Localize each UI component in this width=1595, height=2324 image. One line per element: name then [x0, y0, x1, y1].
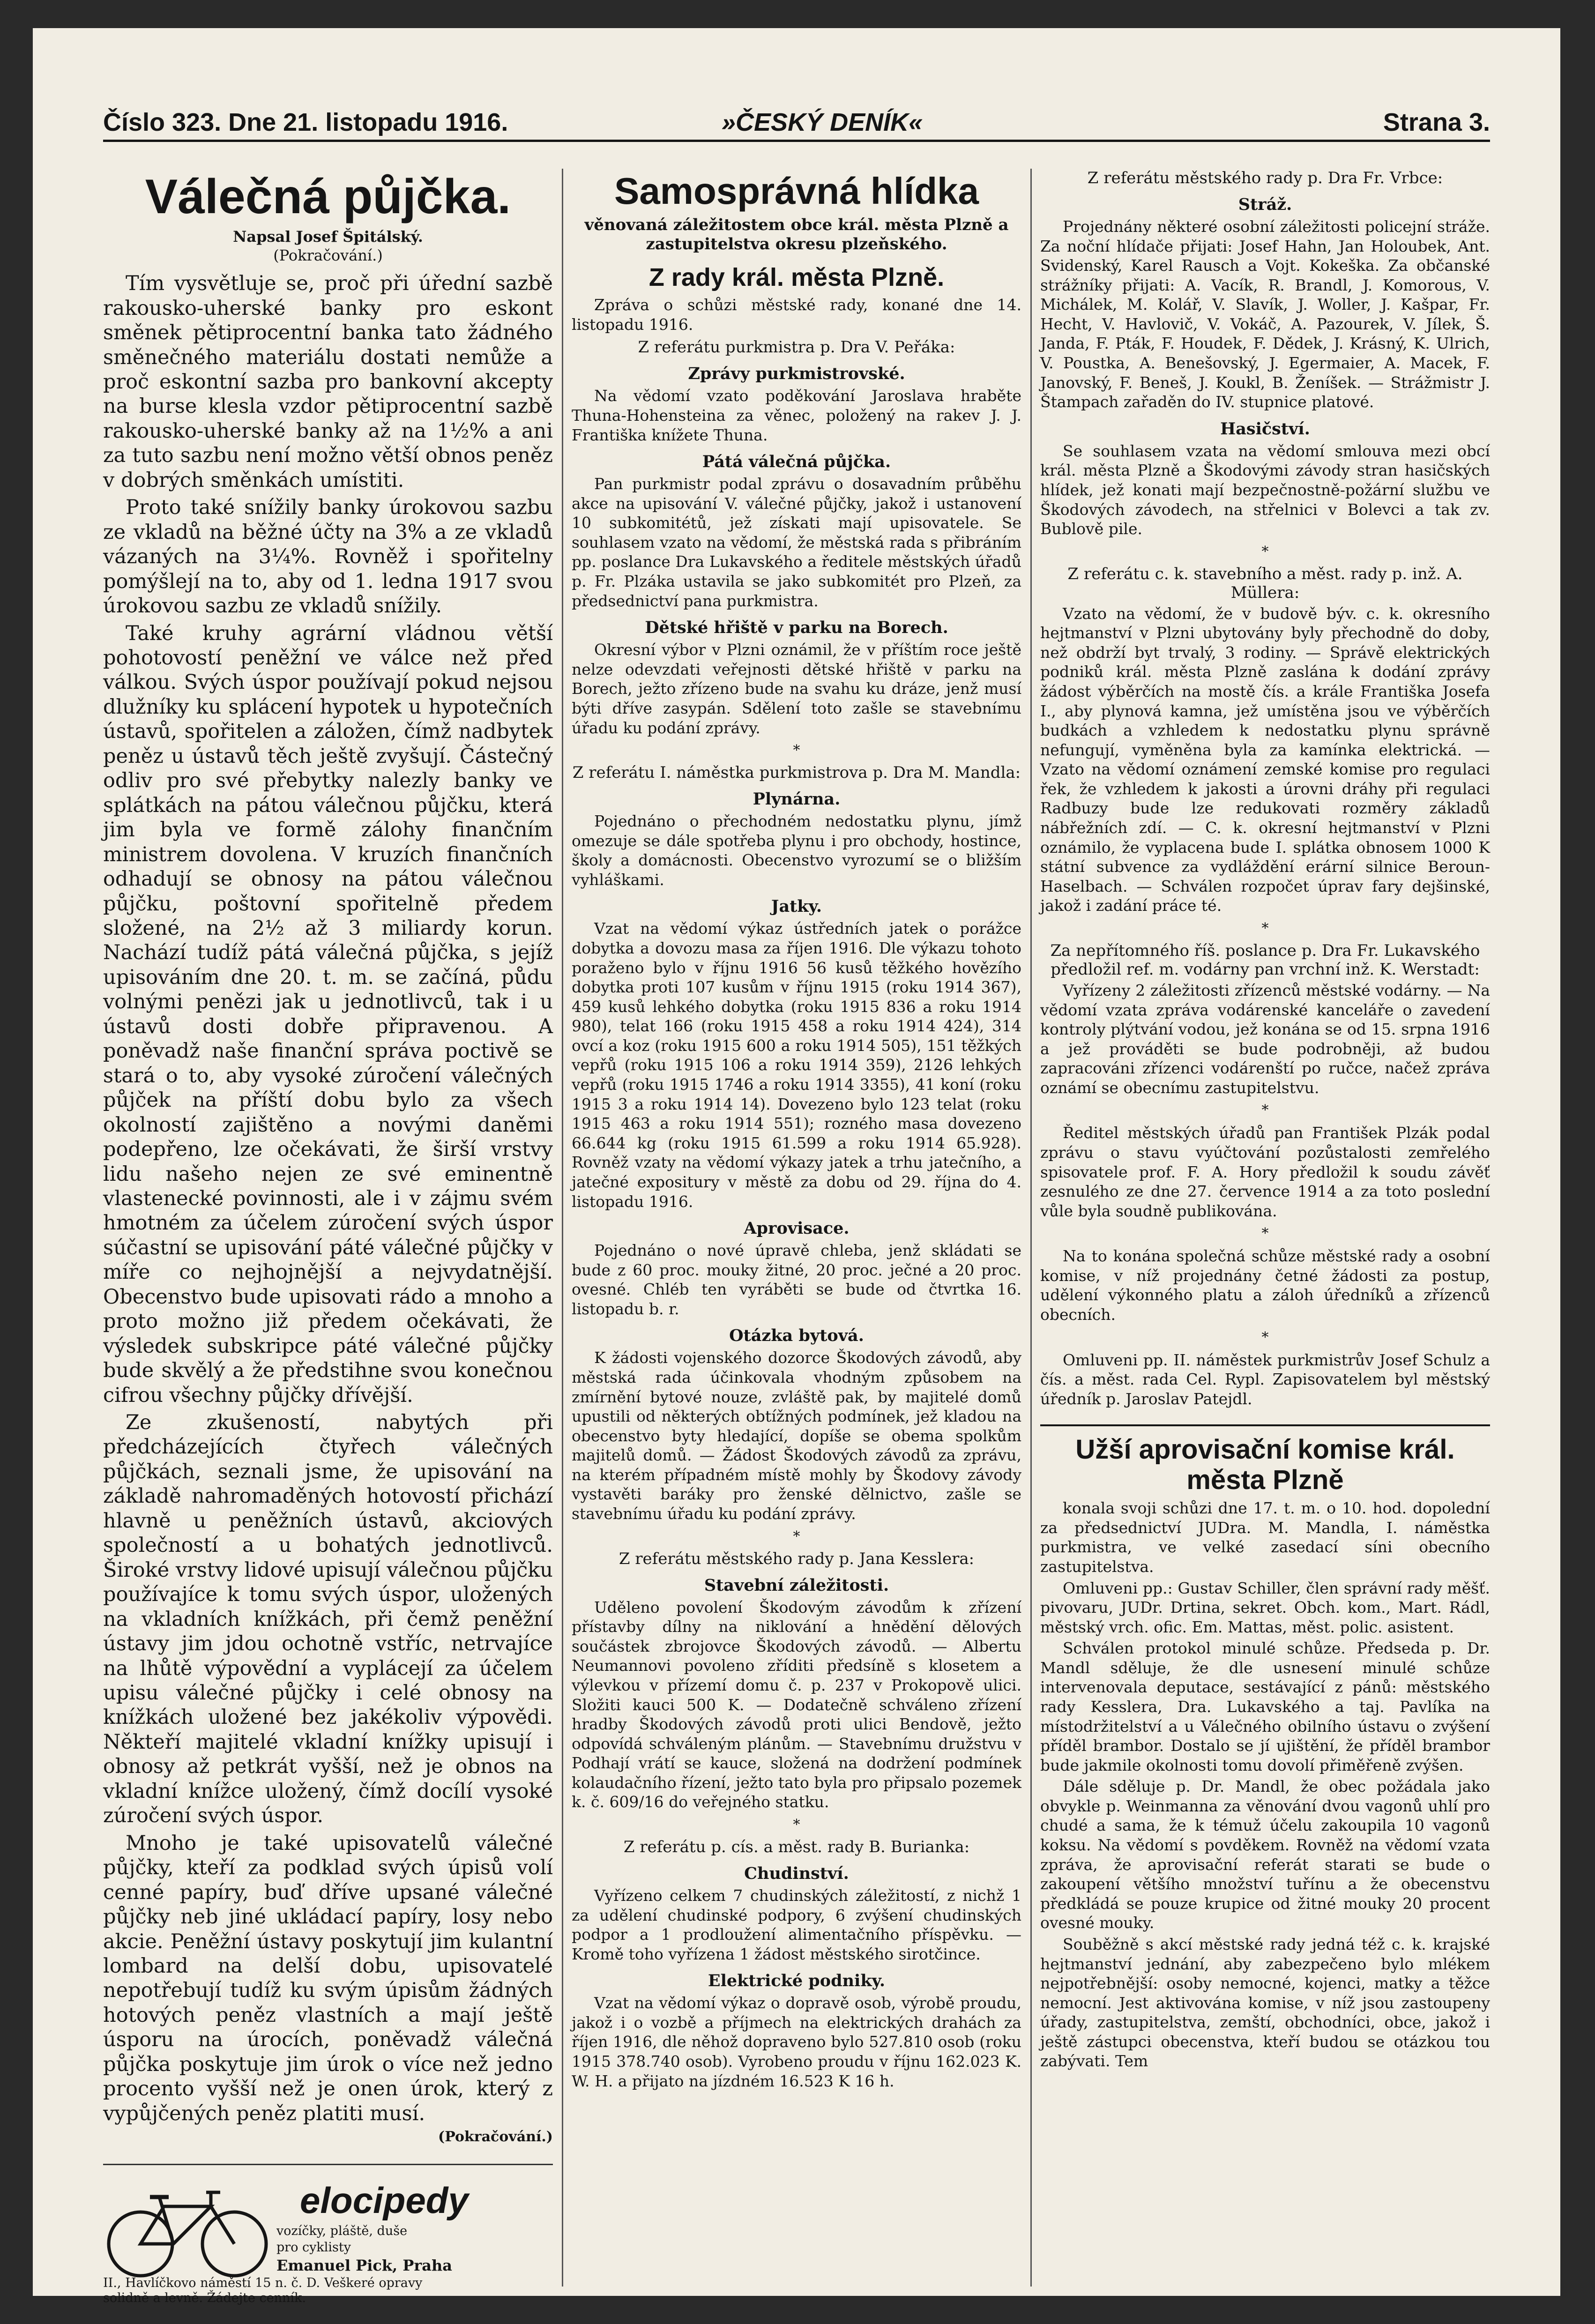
paragraph: Schválen protokol minulé schůze. Předseda p. Dr. Mandl sděluje, že dle usnesení minulé schůze intervenovala deputace, sestávající z pánů: městského rady Kesslera, Dra. Lukavského a taj. Pavlíka na místodržitelství a u Válečného obilního ústavu o zvýšení příděl brambor. Dostalo se jí ujištění, že příděl brambor bude jakmile okolnosti tomu dovolí přiměřeně zvýšen.	[1040, 1639, 1490, 1774]
paragraph: Omluveni pp. II. náměstek purkmistrův Josef Schulz a čís. a měst. rada Cel. Rypl. Zapisovatelem byl městský úředník p. Jaroslav Patejdl.	[1040, 1350, 1490, 1408]
referent-heading: Z referátu c. k. stavebního a měst. rady p. inž. A. Müllera:	[1067, 564, 1463, 602]
referent-heading: Z referátu městského rady p. Jana Kesslera:	[619, 1549, 975, 1568]
referent-heading: Z referátu p. cís. a měst. rady B. Burianka:	[623, 1837, 970, 1856]
byline: Napsal Josef Špitálský.	[233, 228, 423, 246]
bicycle-advertisement	[103, 2164, 553, 2306]
section-subtitle: Z rady král. města Plzně.	[648, 263, 945, 291]
article-paragraph: Tím vysvětluje se, proč při úřední sazbě rakousko-uherské banky pro eskont směnek pětiprocentní banka tato žádného směnečného materiálu dostati nemůže a proč eskontní sazba pro bankovní akcepty na burse klesla vzdor pětiprocentní sazbě rakousko-uherské banky až na 1½% a ani za tuto sazbu není možno větší obnos peněz v dobrých směnkách umístiti.	[103, 272, 553, 492]
paragraph: Na to konána společná schůze městské rady a osobní komise, v níž projednány četné žádosti za postup, udělení výkonného platu a záloh úředníků a zřízenců obecních.	[1040, 1247, 1490, 1324]
ad-line: solidně a levně. Žádejte cenník.	[103, 2291, 306, 2306]
continued-note: (Pokračování.)	[273, 246, 383, 265]
subheading: Pátá válečná půjčka.	[702, 452, 891, 472]
ad-address: II., Havlíčkovo náměstí 15 n. č. D. Veškeré opravy	[103, 2276, 423, 2291]
column-2: Samosprávná hlídka věnovaná záležitostem obce král. města Plzně a zastupitelstva okresu plzeňského. Z rady král. města Plzně. Zpráva o schůzi městské rady, konané dne 14. listopadu 1916. Z referátu purkmistra p. Dra V. Peřáka: Zprávy purkmistrovské. Na vědomí vzato poděkování Jaroslava hraběte Thuna-Hohensteina za věnec, položený na rakev J. J. Františka knížete Thuna. Pátá válečná půjčka. Pan purkmistr podal zprávu o dosavadním průběhu akce na upisování V. válečné půjčky, jakož i ustanovení 10 subkomitétů, jež získati mají upisovatele. Se souhlasem vzato na vědomí, že městská rada s přibráním pp. poslance Dra Lukavského a ředitele městských úřadů p. Fr. Plzáka ustavila se jako subkomitét pro Plzeň, za předsednictví pana purkmistra. Dětské hřiště v parku na Borech. Okresní výbor v Plzni oznámil, že v příštím roce ještě nelze odevzdati veřejnosti dětské hřiště v parku na Borech, ježto zřízeno bude na svahu ku dráze, jenž musí býti dříve zasypán. Sdělení toto zašle se stavebnímu úřadu ku podání zprávy. * Z referátu I. náměstka purkmistrova p. Dra M. Mandla: Plynárna. Pojednáno o přechodném nedostatku plynu, jímž omezuje se dále spotřeba plynu i pro obchody, hostince, školy a domácnosti. Obecenstvo vyrozumí se o bližším vyhláškami. Jatky. Vzat na vědomí výkaz ústředních jatek o porážce dobytka a dovozu masa za říjen 1916. Dle výkazu tohoto poraženo bylo v říjnu 1916 56 kusů těžkého hovězího dobytka proti 107 kusům v říjnu 1915 (roku 1914 367), 459 kusů lehkého dobytka (roku 1915 836 a roku 1914 980), telat 166 (roku 1915 458 a roku 1914 424), 314 ovcí a koz (roku 1915 600 a roku 1914 505), 151 těžkých vepřů (roku 1915 106 a roku 1914 359), 2126 lehkých vepřů (roku 1915 1746 a roku 1914 3355), 41 koní (roku 1915 3 a roku 1914 14). Dovezeno bylo 123 telat (roku 1915 463 a roku 1914 551); rozného masa dovezeno 66.644 kg (roku 1915 61.599 a roku 1914 65.928). Rovněž vzaty na vědomí výkazy jatek a trhu jatečního, a jatečné expositury v městě za dobu od 29. října do 4. listopadu 1916. Aprovisace. Pojednáno o nové úpravě chleba, jenž skládati se bude z 60 proc. mouky žitné, 20 proc. ječné a 20 proc. ovesné. Chléb ten vyráběti se bude od čtvrtka 16. listopadu b. r. Otázka bytová. K žádosti vojenského dozorce Škodových závodů, aby městská rada účinkovala vhodným způsobem na zmírnění bytové nouze, zvláště pak, by majitelé domů upustili od některých obtížných podmínek, jež kladou na obecenstvo byty hledající, dopíše se obema spolkům majitelů domů. — Žádost Škodových závodů za zprávu, na kterém případném místě mohly by Škodovy závody vystavěti baráky pro ženské dělnictvo, zašle se stavebnímu úřadu ku podání zprávy. * Z referátu městského rady p. Jana Kesslera: Stavební záležitosti. Uděleno povolení Škodovým závodům k zřízení přístavby dílny na niklování a hnědění dělových součástek zbrojovce Škodových závodů. — Albertu Neumannovi povoleno zříditi předsíně s klosetem a výlevkou v přízemí domu č. p. 237 v Prokopově ulici. Složiti kauci 500 K. — Dodatečně schváleno zřízení hradby Škodových závodů proti ulici Bendově, ježto odpovídá schváleným plánům. — Stavebnímu družstvu v Podhají vrátí se kauce, složená na dodržení podmínek kolaudačního řízení, ježto tato byla pro připsalo pozemek k. č. 609/16 do veřejného statku. * Z referátu p. cís. a měst. rady B. Burianka: Chudinství. Vyřízeno celkem 7 chudinských záležitostí, z nichž 1 za udělení chudinské podpory, 6 zvýšení chudinských podpor a 1 prodloužení alimentačního příspěvku. — Kromě toho vyřízena 1 žádost městského sirotčince. Elektrické podniky. Vzat na vědomí výkaz o dopravě osob, výrobě proudu, jakož i o vozbě a příjmech na elektrických drahách za říjen 1916, dle něhož dopraveno bylo 527.810 osob (roku 1915 378.740 osob). Vyrobeno proudu v říjnu 162.023 K. W. H. a přijato na jízdném 16.523 K 16 h.	[572, 170, 1021, 2090]
referent-heading: Z referátu městského rady p. Dra Fr. Vrbce:	[1087, 169, 1443, 187]
paragraph: Pan purkmistr podal zprávu o dosavadním průběhu akce na upisování V. válečné půjčky, jakož i ustanovení 10 subkomitétů, jež získati mají upisovatele. Se souhlasem vzato na vědomí, že městská rada s přibráním pp. poslance Dra Lukavského a ředitele městských úřadů p. Fr. Plzáka ustavila se jako subkomitét pro Plzeň, za předsednictví pana purkmistra.	[572, 475, 1021, 610]
paper-name: »ČESKÝ DENÍK«	[722, 108, 923, 136]
paragraph: konala svoji schůzi dne 17. t. m. o 10. hod. dopolední za předsednictví JUDra. M. Mandla, I. náměstka purkmistra, ve velké zasedací síni obecního zastupitelstva.	[1040, 1499, 1490, 1576]
newspaper-page	[33, 28, 1560, 2306]
subheading: Aprovisace.	[744, 1219, 850, 1238]
article-paragraph: Proto také snížily banky úrokovou sazbu ze vkladů na běžné účty na 3% a ze vkladů vázaných na 3¼%. Rovněž i spořitelny pomýšlejí na to, aby od 1. ledna 1917 svou úrokovou sazbu ze vkladů snížily.	[103, 496, 553, 618]
column-1	[103, 169, 553, 2306]
subheading: Zprávy purkmistrovské.	[688, 364, 905, 384]
paragraph: Dále sděluje p. Dr. Mandl, že obec požádala jako obvykle p. Weinmanna za věnování dvou vagonů uhlí pro chudé a sama, že k témuž účelu zakoupila 10 vagonů koksu. Na vědomí s povděkem. Rovněž na vědomí vzata zpráva, že aprovisační referát starati se bude o zakoupení většího množství tuřínu a že obecenstvu předkládá se pouze krupice od žitné mouky 20 procent ovesné mouky.	[1040, 1777, 1490, 1932]
paragraph: Okresní výbor v Plzni oznámil, že v příštím roce ještě nelze odevzdati veřejnosti dětské hřiště v parku na Borech, ježto zřízeno bude na svahu ku dráze, jenž musí býti dříve zasypán. Sdělení toto zašle se stavebnímu úřadu ku podání zprávy.	[572, 641, 1021, 737]
paragraph: Projednány některé osobní záležitosti policejní stráže. Za noční hlídače přijati: Josef Hahn, Jan Holoubek, Ant. Svidenský, Karel Rausch a Vojt. Kokeška. Za občanské strážníky přijati: A. Vacík, R. Brandl, J. Komorous, V. Michálek, M. Kolář, V. Slavík, J. Woller, J. Kašpar, Fr. Hecht, V. Havlovič, V. Vokáč, A. Pazourek, V. Jílek, Š. Janda, F. Pták, F. Houdek, F. Dědek, J. Krásný, K. Ulrich, V. Poustka, A. Benešovský, J. Egermaier, A. Macek, F. Janovský, F. Beneš, J. Koukl, B. Ženíšek. — Strážmistr J. Štampach zařaděn do IV. stupnice platové.	[1040, 217, 1490, 411]
article-title: Užší aprovisační komise král. města Plzně	[1040, 1424, 1490, 1496]
subheading: Elektrické podniky.	[708, 1971, 886, 1991]
article-paragraph: Také kruhy agrární vládnou větší pohotovostí peněžní ve válce než před válkou. Svých úspor používají pokud nejsou dlužníky ku splácení hypotek u hypotečních ústavů, spořitelen a záložen, čímž nadbytek peněz u ústavů těch ještě zvyšují. Částečný odliv pro své přebytky nalezly banky ve splátkách na pátou válečnou půjčku, která jim byla ve formě zálohy finančním ministrem dovolena. V kruzích finančních odhadují se obnosy na pátou válečnou půjčku, poštovní spořitelně předem složené, na 2½ až 3 miliardy korun. Nachází tudíž pátá válečná půjčka, s jejíž upisováním dne 20. t. m. se začíná, půdu volnými penězi jak u jednotlivců, tak i u ústavů dosti dobře připravenou. A poněvadž naše finanční správa poctivě se stará o to, aby vysoké zúročení válečných půjček na příští dobu bylo za všech okolností zajištěno a novými daněmi podepřeno, lze očekávati, že širší vrstvy lidu našeho nejen ze své eminentně vlastenecké povinnosti, ale i v zájmu svém hmotném za účelem zúročení svých úspor súčastní se upisování páté válečné půjčky v míře co nejhojnější a nejvydatnější. Obecenstvo bude upisovati rádo a mnoho a proto možno již předem očekávati, že výsledek subskripce páté válečné půjčky bude skvělý a že předstihne svou konečnou cifrou všechny půjčky dřívější.	[103, 621, 553, 1407]
paragraph: Zpráva o schůzi městské rady, konané dne 14. listopadu 1916.	[572, 296, 1021, 334]
subheading: Stráž.	[1238, 195, 1292, 214]
column-rule	[562, 169, 563, 2287]
paragraph: Ředitel městských úřadů pan František Plzák podal zprávu o stavu vyúčtování pozůstalosti zemřelého spisovatele prof. F. A. Hory předložil k soudu závěť zesnulého ze dne 27. července 1914 a za toto poslední vůle byla soudně publikována.	[1040, 1124, 1490, 1220]
paragraph: Se souhlasem vzata na vědomí smlouva mezi obcí král. města Plzně a Škodovými závody stran hasičských hlídek, jež konati mají bezpečnostně-požární službu ve Škodových závodech, na střelnici v Bolevci a tak zv. Bublově pile.	[1040, 441, 1490, 538]
section-title: Samosprávná hlídka	[614, 170, 979, 212]
article-paragraph: Ze zkušeností, nabytých při předcházejících čtyřech válečných půjčkách, seznali jsme, že upisování na základě nahromaděných hotovostí přichází hlavně u peněžních ústavů, akciových společností a u bohatých jednotlivců. Široké vrstvy lidové upisují válečnou půjčku používajíce k tomu svých úspor, uložených na vkladních knížkách, při čemž peněžní ústavy jim jdou ochotně vstříc, netrvajíce na lhůtě výpovědní a vyplácejí za účelem upisu válečné půjčky i celé obnosy na knížkách uložené bez jakékoliv výpovědi. Někteří majitelé vkladní knížky upisují i obnosy až petkrát vyšší, než je obnos na vkladní knížce uložený, čímž docílí vysoké zúročení svých úspor.	[103, 1411, 553, 1828]
paragraph: Vzat na vědomí výkaz ústředních jatek o porážce dobytka a dovozu masa za říjen 1916. Dle výkazu tohoto poraženo bylo v říjnu 1916 56 kusů těžkého hovězího dobytka proti 107 kusům v říjnu 1915 (roku 1914 367), 459 kusů lehkého dobytka (roku 1915 836 a roku 1914 980), telat 166 (roku 1915 458 a roku 1914 424), 314 ovcí a koz (roku 1915 600 a roku 1914 505), 151 těžkých vepřů (roku 1915 106 a roku 1914 359), 2126 lehkých vepřů (roku 1915 1746 a roku 1914 3355), 41 koní (roku 1915 3 a roku 1914 14). Dovezeno bylo 123 telat (roku 1915 463 a roku 1914 551); rozného masa dovezeno 66.644 kg (roku 1915 61.599 a roku 1914 65.928). Rovněž vzaty na vědomí výkazy jatek a trhu jatečního, a jatečné expositury v městě za dobu od 29. října do 4. listopadu 1916.	[572, 919, 1021, 1211]
paragraph: Vzato na vědomí, že v budově býv. c. k. okresního hejtmanství v Plzni ubytovány byly přechodně do doby, než obdrží byt trvalý, 3 rodiny. — Správě elektrických podniků král. města Plzně zaslána k dodání zprávy žádost výběrčích na mostě čís. a krále Františka Josefa I., aby plynová kamna, jež umístěna jsou ve výběrčích budkách a vzhledem k nedostatku plynu správně nefungují, vyměněna byla za kamínka elektrická. — Vzato na vědomí oznámení zemské komise pro regulaci řek, že vzhledem k jakosti a úrovni dráhy při regulaci Radbuzy bude lze redukovati rozměry základů nábřežních zdí. — C. k. okresní hejtmanství v Plzni oznámilo, že vyplacena bude I. splátka obnosem 1000 K státní subvence za vydláždění erární silnice Beroun-Haselbach. — Schválen rozpočet úprav fary dejšinské, jakož i zadání práce té.	[1040, 604, 1490, 915]
paragraph: Na vědomí vzato poděkování Jaroslava hraběte Thuna-Hohensteina za věnec, položený na rakev J. J. Františka knížete Thuna.	[572, 387, 1021, 444]
page-number: Strana 3.	[1383, 108, 1490, 136]
paragraph: Omluveni pp.: Gustav Schiller, člen správní rady měšť. pivovaru, JUDr. Drtina, sekret. Obch. kom., Mart. Rádl, městský vrch. ofic. Em. Mattas, měst. polic. asistent.	[1040, 1579, 1490, 1636]
column-3: Z referátu městského rady p. Dra Fr. Vrbce: Stráž. Projednány některé osobní záležitosti policejní stráže. Za noční hlídače přijati: Josef Hahn, Jan Holoubek, Ant. Svidenský, Karel Rausch a Vojt. Kokeška. Za občanské strážníky přijati: A. Vacík, R. Brandl, J. Komorous, V. Michálek, M. Kolář, V. Slavík, J. Woller, J. Kašpar, Fr. Hecht, V. Havlovič, V. Vokáč, A. Pazourek, V. Jílek, Š. Janda, F. Pták, F. Houdek, F. Dědek, J. Krásný, K. Ulrich, V. Poustka, A. Benešovský, J. Egermaier, A. Macek, F. Janovský, F. Beneš, J. Koukl, B. Ženíšek. — Strážmistr J. Štampach zařaděn do IV. stupnice platové. Hasičství. Se souhlasem vzata na vědomí smlouva mezi obcí král. města Plzně a Škodovými závody stran hasičských hlídek, jež konati mají bezpečnostně-požární službu ve Škodových závodech, na střelnici v Bolevci a tak zv. Bublově pile. * Z referátu c. k. stavebního a měst. rady p. inž. A. Müllera: Vzato na vědomí, že v budově býv. c. k. okresního hejtmanství v Plzni ubytovány byly přechodně do doby, než obdrží byt trvalý, 3 rodiny. — Správě elektrických podniků král. města Plzně zaslána k dodání zprávy žádost výběrčích na mostě čís. a krále Františka Josefa I., aby plynová kamna, jež umístěna jsou ve výběrčích budkách a vzhledem k nedostatku plynu správně nefungují, vyměněna byla za kamínka elektrická. — Vzato na vědomí oznámení zemské komise pro regulaci řek, že vzhledem k jakosti a úrovni dráhy při regulaci Radbuzy bude lze redukovati rozměry základů nábřežních zdí. — C. k. okresní hejtmanství v Plzni oznámilo, že vyplacena bude I. splátka obnosem 1000 K státní subvence za vydláždění erární silnice Beroun-Haselbach. — Schválen rozpočet úprav fary dejšinské, jakož i zadání práce té. * Za nepřítomného říš. poslance p. Dra Fr. Lukavského předložil ref. m. vodárny pan vrchní inž. K. Werstadt: Vyřízeny 2 záležitosti zřízenců městské vodárny. — Na vědomí vzata zpráva vodárenské kanceláře o zavedení kontroly plýtvání vodou, jež konána se od 15. srpna 1916 a jež prováděti se bude podrobněji, až budou zapracováni zřízenci vodárenští po ručce, načež zpráva oznámí se obecnímu zastupitelstvu. * Ředitel městských úřadů pan František Plzák podal zprávu o stavu vyúčtování pozůstalosti zemřelého spisovatele prof. F. A. Hory předložil k soudu závěť zesnulého ze dne 27. července 1914 a za toto poslední vůle byla soudně publikována. * Na to konána společná schůze městské rady a osobní komise, v níž projednány četné žádosti za postup, udělení výkonného platu a záloh úředníků a zřízenců obecních. * Omluveni pp. II. náměstek purkmistrův Josef Schulz a čís. a měst. rada Cel. Rypl. Zapisovatelem byl městský úředník p. Jaroslav Patejdl. Užší aprovisační komise král. města Plzně konala svoji schůzi dne 17. t. m. o 10. hod. dopolední za předsednictví JUDra. M. Mandla, I. náměstka purkmistra, ve velké zasedací síni obecního zastupitelstva. Omluveni pp.: Gustav Schiller, člen správní rady měšť. pivovaru, JUDr. Drtina, sekret. Obch. kom., Mart. Rádl, městský vrch. ofic. Em. Mattas, měst. polic. asistent. Schválen protokol minulé schůze. Předseda p. Dr. Mandl sděluje, že dle usnesení minulé schůze intervenovala deputace, sestávající z pánů: městského rady Kesslera, Dra. Lukavského a taj. Pavlíka na místodržitelství a u Válečného obilního ústavu o zvýšení příděl brambor. Dostalo se jí ujištění, že příděl brambor bude jakmile okolnosti tomu dovolí přiměřeně zvýšen. Dále sděluje p. Dr. Mandl, že obec požádala jako obvykle p. Weinmanna za věnování dvou vagonů uhlí pro chudé a sama, že k témuž účelu zakoupila 10 vagonů koksu. Na vědomí s povděkem. Rovněž na vědomí vzata zpráva, že aprovisační referát starati se bude o zakoupení většího množství tuřínu a že obecenstvu předkládá se pouze krupice od žitné mouky 20 procent ovesné mouky. Souběžně s akcí městské rady jedná též c. k. krajské hejtmanství jednání, aby zabezpečeno bylo mlékem nejpotřebnější: osoby nemocné, kojenci, matky a těžce nemocní. Jest aktivována komise, v níž jsou zastoupeny úřady, zastupitelstva, zemští, obchodníci, obce, jakož i ještě zástupci obecenstva, kteří budou se otázkou tou zabývati. Tem	[1040, 169, 1490, 2071]
subheading: Dětské hřiště v parku na Borech.	[645, 618, 948, 638]
paragraph: Souběžně s akcí městské rady jedná též c. k. krajské hejtmanství jednání, aby zabezpečeno bylo mlékem nejpotřebnější: osoby nemocné, kojenci, matky a těžce nemocní. Jest aktivována komise, v níž jsou zastoupeny úřady, zastupitelstva, zemští, obchodníci, obce, jakož i ještě zástupci obecenstva, kteří budou se otázkou tou zabývati. Tem	[1040, 1935, 1490, 2071]
paragraph: Vyřízeno celkem 7 chudinských záležitostí, z nichž 1 za udělení chudinské podpory, 6 zvýšení chudinských podpor a 1 prodloužení alimentačního příspěvku. — Kromě toho vyřízena 1 žádost městského sirotčince.	[572, 1886, 1021, 1963]
continued-footer: (Pokračování.)	[438, 2129, 553, 2145]
subheading: Plynárna.	[753, 790, 841, 809]
ad-line: vozíčky, pláště, duše	[276, 2224, 408, 2239]
paragraph: Vyřízeny 2 záležitosti zřízenců městské vodárny. — Na vědomí vzata zpráva vodárenské kanceláře o zavedení kontroly plýtvání vodou, jež konána se od 15. srpna 1916 a jež prováděti se bude podrobněji, až budou zapracováni zřízenci vodárenští po ručce, načež zpráva oznámí se obecnímu zastupitelstvu.	[1040, 981, 1490, 1097]
section-kicker: věnovaná záležitostem obce král. města Plzně a zastupitelstva okresu plzeňského.	[584, 216, 1009, 253]
article-paragraph: Mnoho je také upisovatelů válečné půjčky, kteří za podklad svých úpisů volí cenné papíry, buď dříve upsané válečné půjčky neb jiné ukládací papíry, losy nebo akcie. Peněžní ústavy poskytují jim kulantní lombard na delší dobu, upisovatelé nepotřebují tudíž ku svým úpisům žádných hotových peněz vlastních a mají ještě úsporu na úrocích, poněvadž válečná půjčka poskytuje jim úrok o více než jedno procento vyšší než je onen úrok, který z vypůjčených peněz platiti musí.	[103, 1831, 553, 2125]
subheading: Jatky.	[771, 897, 822, 916]
bicycle-icon	[103, 2174, 272, 2281]
ad-headline: elocipedy	[300, 2180, 469, 2221]
referent-heading: Za nepřítomného říš. poslance p. Dra Fr. Lukavského předložil ref. m. vodárny pan vrchní inž. K. Werstadt:	[1050, 941, 1480, 979]
referent-heading: Z referátu I. náměstka purkmistrova p. Dra M. Mandla:	[572, 763, 1021, 782]
paragraph: Pojednáno o přechodném nedostatku plynu, jímž omezuje se dále spotřeba plynu i pro obchody, hostince, školy a domácnosti. Obecenstvo vyrozumí se o bližším vyhláškami.	[572, 812, 1021, 889]
subheading: Hasičství.	[1220, 419, 1310, 439]
paragraph: Vzat na vědomí výkaz o dopravě osob, výrobě proudu, jakož i o vozbě a příjmech na elektrických drahách za říjen 1916, dle něhož dopraveno bylo 527.810 osob (roku 1915 378.740 osob). Vyrobeno proudu v říjnu 162.023 K. W. H. a přijato na jízdném 16.523 K 16 h.	[572, 1994, 1021, 2090]
paragraph: K žádosti vojenského dozorce Škodových závodů, aby městská rada účinkovala vhodným způsobem na zmírnění bytové nouze, zvláště pak, by majitelé domů upustili od některých obtížných podmínek, jež kladou na obecenstvo byty hledající, dopíše se obema spolkům majitelů domů. — Žádost Škodových závodů za zprávu, na kterém případném místě mohly by Škodovy závody vystavěti baráky pro ženské dělnictvo, zašle se stavebnímu úřadu ku podání zprávy.	[572, 1348, 1021, 1523]
paragraph: Uděleno povolení Škodovým závodům k zřízení přístavby dílny na niklování a hnědění dělových součástek zbrojovce Škodových závodů. — Albertu Neumannovi povoleno zříditi předsíně s klosetem a výlevkou v přízemí domu č. p. 237 v Prokopově ulici. Složiti kauci 500 K. — Dodatečně schváleno zřízení hradby Škodových závodů proti ulici Bendově, ježto odpovídá schváleným plánům. — Stavebnímu družstvu v Podhají vrátí se kauce, složená na dodržení podmínek kolaudačního řízení, ježto tato byla pro připsalo pozemek k. č. 609/16 do veřejného statku.	[572, 1598, 1021, 1811]
subheading: Chudinství.	[744, 1863, 849, 1883]
subheading: Otázka bytová.	[729, 1326, 864, 1346]
masthead	[103, 107, 1490, 142]
ad-line: pro cyklisty	[276, 2240, 351, 2255]
column-rule	[1030, 169, 1032, 2287]
issue-date: Číslo 323. Dne 21. listopadu 1916.	[103, 108, 508, 136]
referent-heading: Z referátu purkmistra p. Dra V. Peřáka:	[638, 338, 955, 357]
article-title: Válečná půjčka.	[145, 170, 511, 224]
subheading: Stavební záležitosti.	[704, 1575, 889, 1595]
ad-firm: Emanuel Pick, Praha	[276, 2257, 452, 2275]
paragraph: Pojednáno o nové úpravě chleba, jenž skládati se bude z 60 proc. mouky žitné, 20 proc. ječné a 20 proc. ovesné. Chléb ten vyráběti se bude od čtvrtka 16. listopadu b. r.	[572, 1241, 1021, 1318]
